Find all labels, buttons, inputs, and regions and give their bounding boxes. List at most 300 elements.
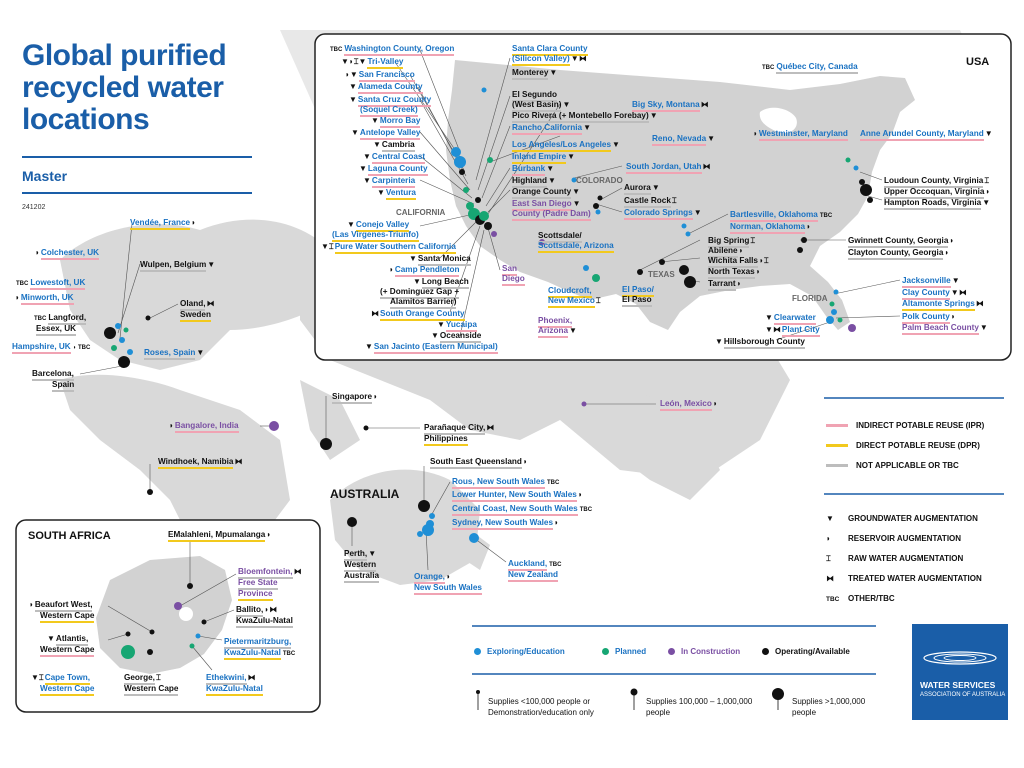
site-dot [679, 265, 689, 275]
ipr-swatch [826, 424, 848, 427]
site-dot [854, 166, 859, 171]
location-name: Polk County [902, 312, 950, 324]
augmentation-icon: ▼ [548, 176, 556, 185]
subtitle-rule [22, 192, 252, 194]
location-name: Castle Rock [624, 196, 671, 208]
location-label [848, 248, 950, 260]
legend-exploring [474, 647, 565, 656]
location-label [502, 274, 525, 286]
australia-label: AUSTRALIA [330, 487, 400, 501]
site-dot [347, 517, 357, 527]
legend-planned [602, 647, 646, 656]
location-label [140, 260, 216, 272]
location-label [548, 296, 602, 308]
location-label [168, 421, 239, 433]
location-name: Parañaque City, [424, 423, 485, 435]
location-label [370, 116, 420, 128]
groundwater-icon: ▼ [826, 514, 834, 523]
location-label [652, 134, 716, 146]
augmentation-icon: ▼ [365, 342, 373, 351]
title-rule [22, 156, 252, 158]
augmentation-icon: ▼ [207, 260, 216, 269]
location-label [512, 152, 576, 164]
site-dot [269, 421, 279, 431]
augmentation-icon: ▼ [984, 129, 993, 138]
site-dot [491, 231, 497, 237]
location-name: Plant City [782, 325, 820, 337]
location-label [512, 140, 621, 152]
location-name: Rancho California [512, 123, 582, 135]
location-label [764, 325, 820, 337]
augmentation-icon: ▼ [715, 337, 723, 346]
augmentation-icon: ▼ [196, 348, 205, 357]
org-subname: ASSOCIATION OF AUSTRALIA [920, 692, 1006, 698]
map-subtitle: Master [22, 168, 68, 184]
site-dot [846, 158, 851, 163]
location-name: León, Mexico [660, 399, 712, 411]
legend-treated-water [826, 574, 982, 583]
location-label [364, 342, 498, 354]
location-name: Diego [502, 274, 525, 286]
texas-label: TEXAS [648, 270, 675, 279]
site-dot [174, 602, 182, 610]
augmentation-icon: ⌶ [750, 236, 756, 245]
location-label [512, 187, 581, 199]
location-name: Australia [344, 571, 379, 583]
site-dot [121, 645, 135, 659]
location-name: Big Spring [708, 236, 749, 248]
location-name: Singapore [332, 392, 372, 404]
location-name: Scottsdale, Arizona [538, 241, 614, 253]
site-dot [867, 197, 873, 203]
location-name: Clay County [902, 288, 950, 300]
legend-size-large: Supplies >1,000,000 people [792, 697, 866, 717]
site-dot [469, 533, 479, 543]
location-name: George, [124, 673, 155, 685]
location-name: Santa Monica [418, 254, 471, 266]
location-label [390, 297, 456, 309]
augmentation-icon: ◗ [445, 572, 451, 581]
location-name: Colchester, UK [41, 248, 99, 260]
location-name: Oceanside [440, 331, 481, 343]
location-name: Gwinnett County, Georgia [848, 236, 948, 248]
date-code: 241202 [22, 204, 46, 211]
location-name: Burbank [512, 164, 545, 176]
augmentation-icon: TBC [819, 213, 833, 219]
location-label [512, 209, 591, 221]
location-name: New Zealand [508, 570, 558, 582]
augmentation-icon: ▼ [693, 208, 702, 217]
site-dot [592, 274, 600, 282]
location-name: Westminster, Maryland [759, 129, 848, 141]
legend-reservoir-label: RESERVOIR AUGMENTATION [848, 534, 962, 543]
usa-panel-label: USA [966, 56, 990, 68]
location-label [512, 68, 558, 80]
location-label [180, 310, 211, 322]
location-label [328, 44, 454, 56]
location-name: Pure Water Southern California [335, 242, 456, 254]
site-dot [429, 513, 435, 519]
location-name: Phoenix, [538, 316, 572, 328]
location-name: Bartlesville, Oklahoma [730, 210, 818, 222]
augmentation-icon: ▼ [572, 187, 581, 196]
augmentation-icon: ▼ [951, 276, 960, 285]
site-dot [454, 156, 466, 168]
location-name: Scottsdale/ [538, 231, 582, 243]
location-name: East San Diego [512, 199, 572, 211]
augmentation-icon: ⌶ [671, 196, 677, 205]
florida-label: FLORIDA [792, 294, 828, 303]
location-name: Minworth, UK [21, 293, 74, 305]
location-name: New South Wales [414, 583, 482, 595]
site-dot [417, 531, 423, 537]
augmentation-icon: TBC [579, 507, 593, 513]
augmentation-icon: ▼ [363, 152, 371, 161]
location-label [130, 218, 197, 230]
augmentation-icon: ▼ [546, 164, 555, 173]
augmentation-icon: ⧓ [293, 567, 302, 576]
site-dot [801, 237, 807, 243]
augmentation-icon: TBC [34, 316, 47, 322]
augmentation-icon: ▼ [349, 95, 357, 104]
location-name: Santa Clara County [512, 44, 588, 56]
augmentation-icon: ◗ [15, 293, 20, 302]
location-name: Vendée, France [130, 218, 190, 230]
org-name: WATER SERVICES [920, 680, 996, 690]
location-name: Yucaipa [446, 320, 477, 332]
location-label [624, 196, 678, 208]
site-dot [111, 345, 117, 351]
south-africa-panel-label: SOUTH AFRICA [28, 530, 111, 542]
augmentation-icon: ◗⧓ [264, 605, 278, 614]
location-name: KwaZulu-Natal [224, 648, 281, 660]
site-dot [834, 290, 839, 295]
augmentation-icon: ▼ [651, 183, 660, 192]
location-label [362, 152, 425, 164]
augmentation-icon: ▼ [707, 134, 716, 143]
site-dot [826, 316, 834, 324]
site-dot [487, 157, 493, 163]
site-dot [463, 187, 469, 193]
location-name: Hampton Roads, Virginia [884, 198, 981, 210]
location-name: Wichita Falls [708, 256, 758, 268]
map-title-line-3: locations [22, 103, 150, 136]
augmentation-icon: ⧓ [702, 162, 711, 171]
location-label [168, 530, 272, 542]
site-dot [859, 179, 865, 185]
location-name: El Segundo [512, 90, 557, 102]
location-name: Abilene [708, 246, 738, 258]
legend-ipr-label: INDIRECT POTABLE REUSE (IPR) [856, 421, 985, 430]
location-label [708, 267, 762, 279]
augmentation-icon: ▼ [409, 254, 417, 263]
augmentation-icon: ◗ [577, 490, 583, 499]
location-label [508, 570, 558, 582]
augmentation-icon: ◗ [755, 267, 761, 276]
location-name: Orange, [414, 572, 445, 584]
location-name: Essex, UK [36, 324, 76, 336]
location-name: Bloemfontein, [238, 567, 293, 579]
location-name: Orange County [512, 187, 571, 199]
location-label [332, 230, 419, 242]
location-name: Hampshire, UK [12, 342, 71, 354]
location-label [340, 57, 403, 69]
augmentation-icon: ⧓ [371, 309, 379, 318]
location-name: Cloudcroft, [548, 286, 592, 298]
site-dot [147, 649, 153, 655]
location-label [430, 457, 529, 469]
location-name: (+ Dominguez Gap + [380, 287, 459, 299]
augmentation-icon: ▼ [569, 326, 577, 335]
augmentation-icon: ▼ [765, 313, 773, 322]
site-dot [848, 324, 856, 332]
site-dot [459, 169, 465, 175]
location-name: Pietermaritzburg, [224, 637, 291, 649]
location-name: Morro Bay [380, 116, 421, 128]
augmentation-icon: ⧓ [206, 299, 215, 308]
site-dot [190, 644, 195, 649]
site-dot [146, 316, 151, 321]
legend-planned-label: Planned [615, 647, 647, 656]
location-name: Perth, [344, 549, 367, 561]
location-name: Western [344, 560, 376, 572]
location-name: Ethekwini, [206, 673, 247, 685]
augmentation-icon: ⧓ [700, 100, 709, 109]
site-dot [202, 620, 207, 625]
augmentation-icon: ⧓ [975, 299, 984, 308]
location-label [34, 248, 99, 260]
site-dot [686, 232, 691, 237]
location-name: Québec City, Canada [776, 62, 857, 74]
location-name: Langford, [48, 313, 86, 325]
site-dot [422, 524, 434, 536]
location-name: San Jacinto (Eastern Municipal) [374, 342, 498, 354]
location-label [512, 164, 555, 176]
augmentation-icon: ▼⧓ [765, 325, 781, 334]
location-name: Barcelona, [32, 369, 74, 381]
augmentation-icon: ▼ [583, 123, 591, 132]
augmentation-icon: ◗ [712, 399, 718, 408]
location-name: Windhoek, Namibia [158, 457, 233, 469]
legend-other [826, 594, 895, 603]
site-dot [124, 328, 129, 333]
augmentation-icon: ◗ [949, 236, 955, 245]
location-name: Cambria [382, 140, 415, 152]
location-label [52, 380, 74, 392]
augmentation-icon: ◗▼ [345, 70, 358, 79]
augmentation-icon: ▼ [649, 111, 658, 120]
location-label [344, 70, 415, 82]
location-label [350, 128, 420, 140]
augmentation-icon: ▼ [437, 320, 445, 329]
legend-na [826, 461, 959, 470]
location-name: Western Cape [124, 684, 178, 696]
augmentation-icon: ◗ [169, 421, 174, 430]
augmentation-icon: ◗ [736, 279, 742, 288]
site-dot [479, 211, 489, 221]
augmentation-icon: ⌶ [155, 673, 161, 682]
augmentation-icon: ▼ [371, 116, 379, 125]
location-name: EMalahleni, Mpumalanga [168, 530, 265, 542]
location-name: Upper Occoquan, Virginia [884, 187, 984, 199]
location-label [708, 279, 742, 291]
legend-treated-water-label: TREATED WATER AUGMENTATION [848, 574, 982, 583]
location-name: (West Basin) [512, 100, 561, 112]
wave-logo-icon [912, 632, 1008, 682]
na-swatch [826, 464, 848, 467]
location-name: El Paso [622, 295, 652, 307]
location-name: Beaufort West, [35, 600, 93, 612]
site-dot [126, 632, 131, 637]
augmentation-icon: TBC [762, 65, 775, 71]
legend-operating-label: Operating/Available [775, 647, 850, 656]
site-dot [104, 327, 116, 339]
location-label [764, 313, 816, 325]
location-label [124, 684, 178, 696]
legend-size-small: Supplies <100,000 people or Demonstration/education only [488, 697, 594, 717]
location-name: Central Coast [372, 152, 425, 164]
location-label [362, 176, 415, 188]
augmentation-icon: ◗ [554, 518, 559, 527]
augmentation-icon: ◗ [191, 218, 196, 227]
location-label [752, 129, 848, 141]
location-name: Tarrant [708, 279, 736, 291]
wsaa-logo [912, 624, 1008, 720]
location-label [372, 140, 415, 152]
location-label [622, 295, 652, 307]
location-label [40, 645, 94, 657]
location-label [36, 324, 76, 336]
augmentation-icon: ◗ [29, 600, 34, 609]
location-label [730, 210, 834, 222]
location-name: Hillsborough County [724, 337, 805, 349]
location-name: Clearwater [774, 313, 816, 325]
augmentation-icon: ▼ [359, 164, 367, 173]
location-label [388, 265, 459, 277]
legend-construction-label: In Construction [681, 647, 741, 656]
augmentation-icon: ▼ [431, 331, 439, 340]
location-name: Bangalore, India [175, 421, 239, 433]
site-dot [320, 438, 332, 450]
augmentation-icon: ◗ [753, 129, 758, 138]
augmentation-icon: ▼ [347, 220, 355, 229]
location-name: El Paso/ [622, 285, 654, 297]
pin-head-medium [631, 689, 638, 696]
augmentation-icon: ▼ [982, 198, 991, 207]
location-name: KwaZulu-Natal [236, 616, 293, 628]
exploring-dot [474, 648, 481, 655]
location-name: Roses, Spain [144, 348, 195, 360]
location-name: Province [238, 589, 273, 601]
augmentation-icon: ⧓ [234, 457, 243, 466]
raw-water-icon: ⌶ [826, 554, 831, 563]
location-name: Spain [52, 380, 74, 392]
location-label [424, 434, 468, 446]
location-label [730, 222, 812, 234]
logo-ring [944, 656, 976, 661]
location-name: Laguna County [368, 164, 428, 176]
location-label [12, 342, 92, 354]
legend-exploring-label: Exploring/Education [487, 647, 565, 656]
location-label [40, 611, 94, 623]
map-title-line-1: Global purified [22, 39, 227, 72]
legend-na-label: NOT APPLICABLE OR TBC [856, 461, 959, 470]
site-dot [582, 402, 587, 407]
location-label [714, 337, 805, 349]
augmentation-icon: ◗ TBC [72, 345, 91, 351]
location-name: Washington County, Oregon [344, 44, 454, 56]
location-name: South East Queensland [430, 457, 522, 469]
site-dot [484, 222, 492, 230]
location-label [660, 399, 719, 411]
augmentation-icon: ▼ [572, 199, 581, 208]
legend-dpr [826, 441, 980, 450]
augmentation-icon: ▼ [349, 82, 357, 91]
site-dot [830, 302, 835, 307]
augmentation-icon: ⌶ [595, 296, 601, 305]
augmentation-icon: TBC [282, 651, 296, 657]
augmentation-icon: ▼ [47, 634, 55, 643]
location-name: Santa Cruz County [358, 95, 431, 107]
augmentation-icon: ◗ [266, 530, 272, 539]
site-dot [119, 337, 125, 343]
augmentation-icon: ▼⧓ [950, 288, 967, 297]
augmentation-icon: ⧓ [247, 673, 256, 682]
location-label [452, 477, 561, 489]
location-name: Western Cape [40, 684, 94, 696]
location-name: Auckland, [508, 559, 547, 571]
site-dot [860, 184, 872, 196]
location-name: North Texas [708, 267, 755, 279]
augmentation-icon: TBC [330, 47, 343, 53]
location-label [884, 198, 991, 210]
location-label [452, 504, 594, 516]
location-label [224, 648, 297, 660]
augmentation-icon: ◗ [35, 248, 40, 257]
legend-groundwater-label: GROUNDWATER AUGMENTATION [848, 514, 978, 523]
location-name: Free State [238, 578, 278, 590]
location-label [760, 62, 858, 74]
site-dot [127, 349, 133, 355]
location-name: Camp Pendleton [395, 265, 460, 277]
augmentation-icon: ▼ [363, 176, 371, 185]
treated-water-icon: ⧓ [826, 574, 834, 583]
legend-construction [668, 647, 740, 656]
location-name: Clayton County, Georgia [848, 248, 943, 260]
augmentation-icon: ◗ [738, 246, 744, 255]
location-name: Anne Arundel County, Maryland [860, 129, 984, 141]
site-dot [196, 634, 201, 639]
legend-dpr-label: DIRECT POTABLE REUSE (DPR) [856, 441, 980, 450]
location-name: Jacksonville [902, 276, 951, 288]
location-label [348, 82, 423, 94]
site-dot [364, 426, 369, 431]
augmentation-icon: ▼ [377, 188, 385, 197]
location-name: New Mexico [548, 296, 595, 308]
augmentation-icon: ▼ [562, 100, 571, 109]
augmentation-icon: ◗ [522, 457, 528, 466]
augmentation-icon: ▼⌶ [321, 242, 334, 251]
augmentation-icon: ▼ [549, 68, 558, 77]
site-dot [659, 259, 665, 265]
location-name: South Orange County [380, 309, 465, 321]
site-dot [684, 276, 696, 288]
lesotho-landmass [179, 607, 193, 621]
location-label [624, 208, 703, 220]
colorado-label: COLORADO [576, 176, 623, 185]
location-label [452, 518, 560, 530]
location-label [538, 326, 578, 338]
